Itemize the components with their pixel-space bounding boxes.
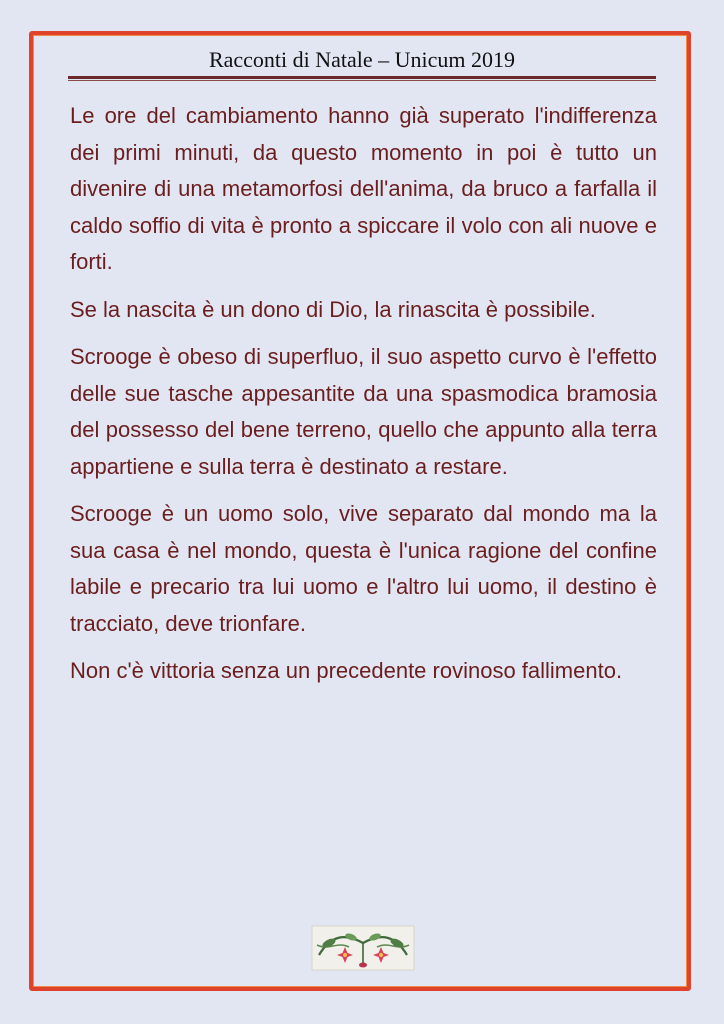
header-rule <box>68 76 656 79</box>
paragraph-5: Non c'è vittoria senza un precedente rovinoso fallimento. <box>70 658 623 683</box>
paragraph-4: Scrooge è un uomo solo, vive separato dal mondo ma la sua casa è nel mondo, questa è l'unica ragione del confine labile e precario tra lui uomo e l'altro lui uomo, il destino è tracciato, deve trionfare. <box>70 501 657 636</box>
paragraph-1: Le ore del cambiamento hanno già superato l'indifferenza dei primi minuti, da questo momento in poi è tutto un divenire di una metamorfosi dell'anima, da bruco a farfalla il caldo soffio di vita è pronto a spiccare il volo con ali nuove e forti. <box>70 103 657 274</box>
running-header: Racconti di Natale – Unicum 2019 <box>208 47 516 72</box>
floral-ornament-icon <box>311 925 415 971</box>
header-rule-thin <box>68 80 656 81</box>
body-text <box>70 98 657 701</box>
paragraph-3: Scrooge è obeso di superfluo, il suo aspetto curvo è l'effetto delle sue tasche appesantite da una spasmodica bramosia del possesso del bene terreno, quello che appunto alla terra appartiene e sulla terra è destinato a restare. <box>70 344 657 479</box>
paragraph-2: Se la nascita è un dono di Dio, la rinascita è possibile. <box>70 296 596 322</box>
